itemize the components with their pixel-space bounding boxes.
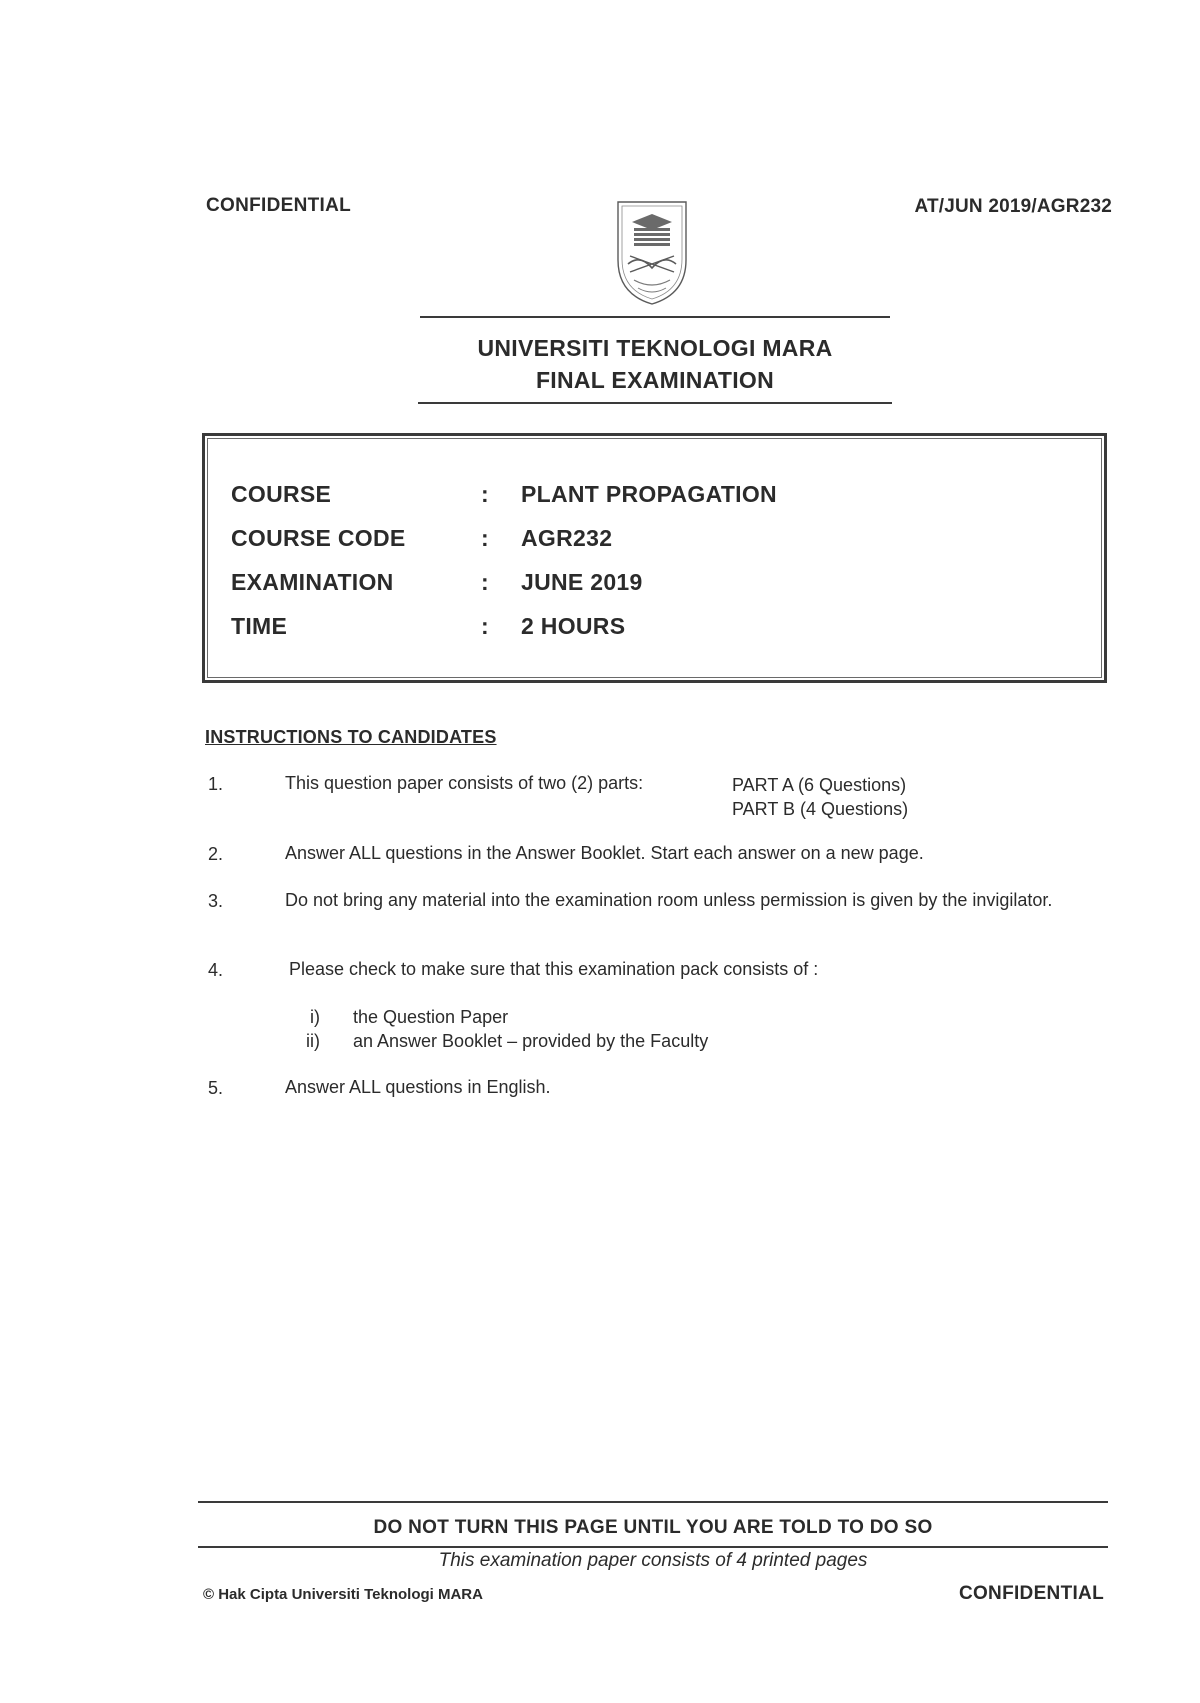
instruction-4-sub-2-number: ii): [306, 1031, 320, 1051]
footer-copyright: © Hak Cipta Universiti Teknologi MARA: [203, 1586, 483, 1603]
confidential-label-bottom: CONFIDENTIAL: [958, 1583, 1104, 1604]
course-separator: :: [481, 481, 489, 507]
title-rule-bottom: [418, 402, 892, 404]
course-code-value: AGR232: [521, 525, 613, 551]
exam-type: FINAL EXAMINATION: [535, 367, 775, 393]
instruction-4-sub-2-text: an Answer Booklet – provided by the Faculty: [353, 1031, 709, 1051]
instruction-3-number: 3.: [208, 891, 224, 911]
examination-value: JUNE 2019: [521, 569, 643, 595]
examination-separator: :: [481, 569, 489, 595]
university-crest-icon: [614, 198, 690, 308]
time-value: 2 HOURS: [521, 613, 626, 639]
instruction-3-text: Do not bring any material into the examination room unless permission is given by the invigilator.: [285, 890, 1053, 910]
instruction-4-number: 4.: [208, 960, 224, 980]
course-value: PLANT PROPAGATION: [521, 481, 777, 507]
instruction-1-part-a: PART A (6 Questions): [732, 775, 907, 795]
exam-code-label: AT/JUN 2019/AGR232: [914, 196, 1112, 217]
instruction-5-number: 5.: [208, 1078, 224, 1098]
instruction-2-text: Answer ALL questions in the Answer Booklet. Start each answer on a new page.: [285, 843, 924, 863]
footer-rule-top: [198, 1501, 1108, 1503]
title-block: [420, 332, 890, 396]
examination-label: EXAMINATION: [231, 569, 394, 595]
instruction-1-number: 1.: [208, 774, 224, 794]
course-code-separator: :: [481, 525, 489, 551]
title-rule-top: [420, 316, 890, 318]
instruction-4-sub-1-number: i): [310, 1007, 320, 1027]
footer-warning: DO NOT TURN THIS PAGE UNTIL YOU ARE TOLD TO DO SO: [373, 1517, 933, 1538]
time-label: TIME: [231, 613, 288, 639]
course-code-label: COURSE CODE: [231, 525, 406, 551]
instruction-4-text: Please check to make sure that this examination pack consists of :: [289, 959, 819, 979]
instruction-5-text: Answer ALL questions in English.: [285, 1077, 551, 1097]
instruction-4-sub-1-text: the Question Paper: [353, 1007, 509, 1027]
footer-rule-bottom: [198, 1546, 1108, 1548]
confidential-label-top: CONFIDENTIAL: [206, 195, 352, 216]
instructions-heading: INSTRUCTIONS TO CANDIDATES: [205, 727, 497, 747]
university-name: UNIVERSITI TEKNOLOGI MARA: [477, 335, 833, 361]
time-separator: :: [481, 613, 489, 639]
instruction-1-part-b: PART B (4 Questions): [732, 799, 909, 819]
instruction-2-number: 2.: [208, 844, 224, 864]
course-label: COURSE: [231, 481, 332, 507]
footer-pages-note: This examination paper consists of 4 printed pages: [438, 1550, 868, 1571]
course-info-box: [202, 433, 1107, 683]
instruction-1-text: This question paper consists of two (2) parts:: [285, 773, 644, 793]
